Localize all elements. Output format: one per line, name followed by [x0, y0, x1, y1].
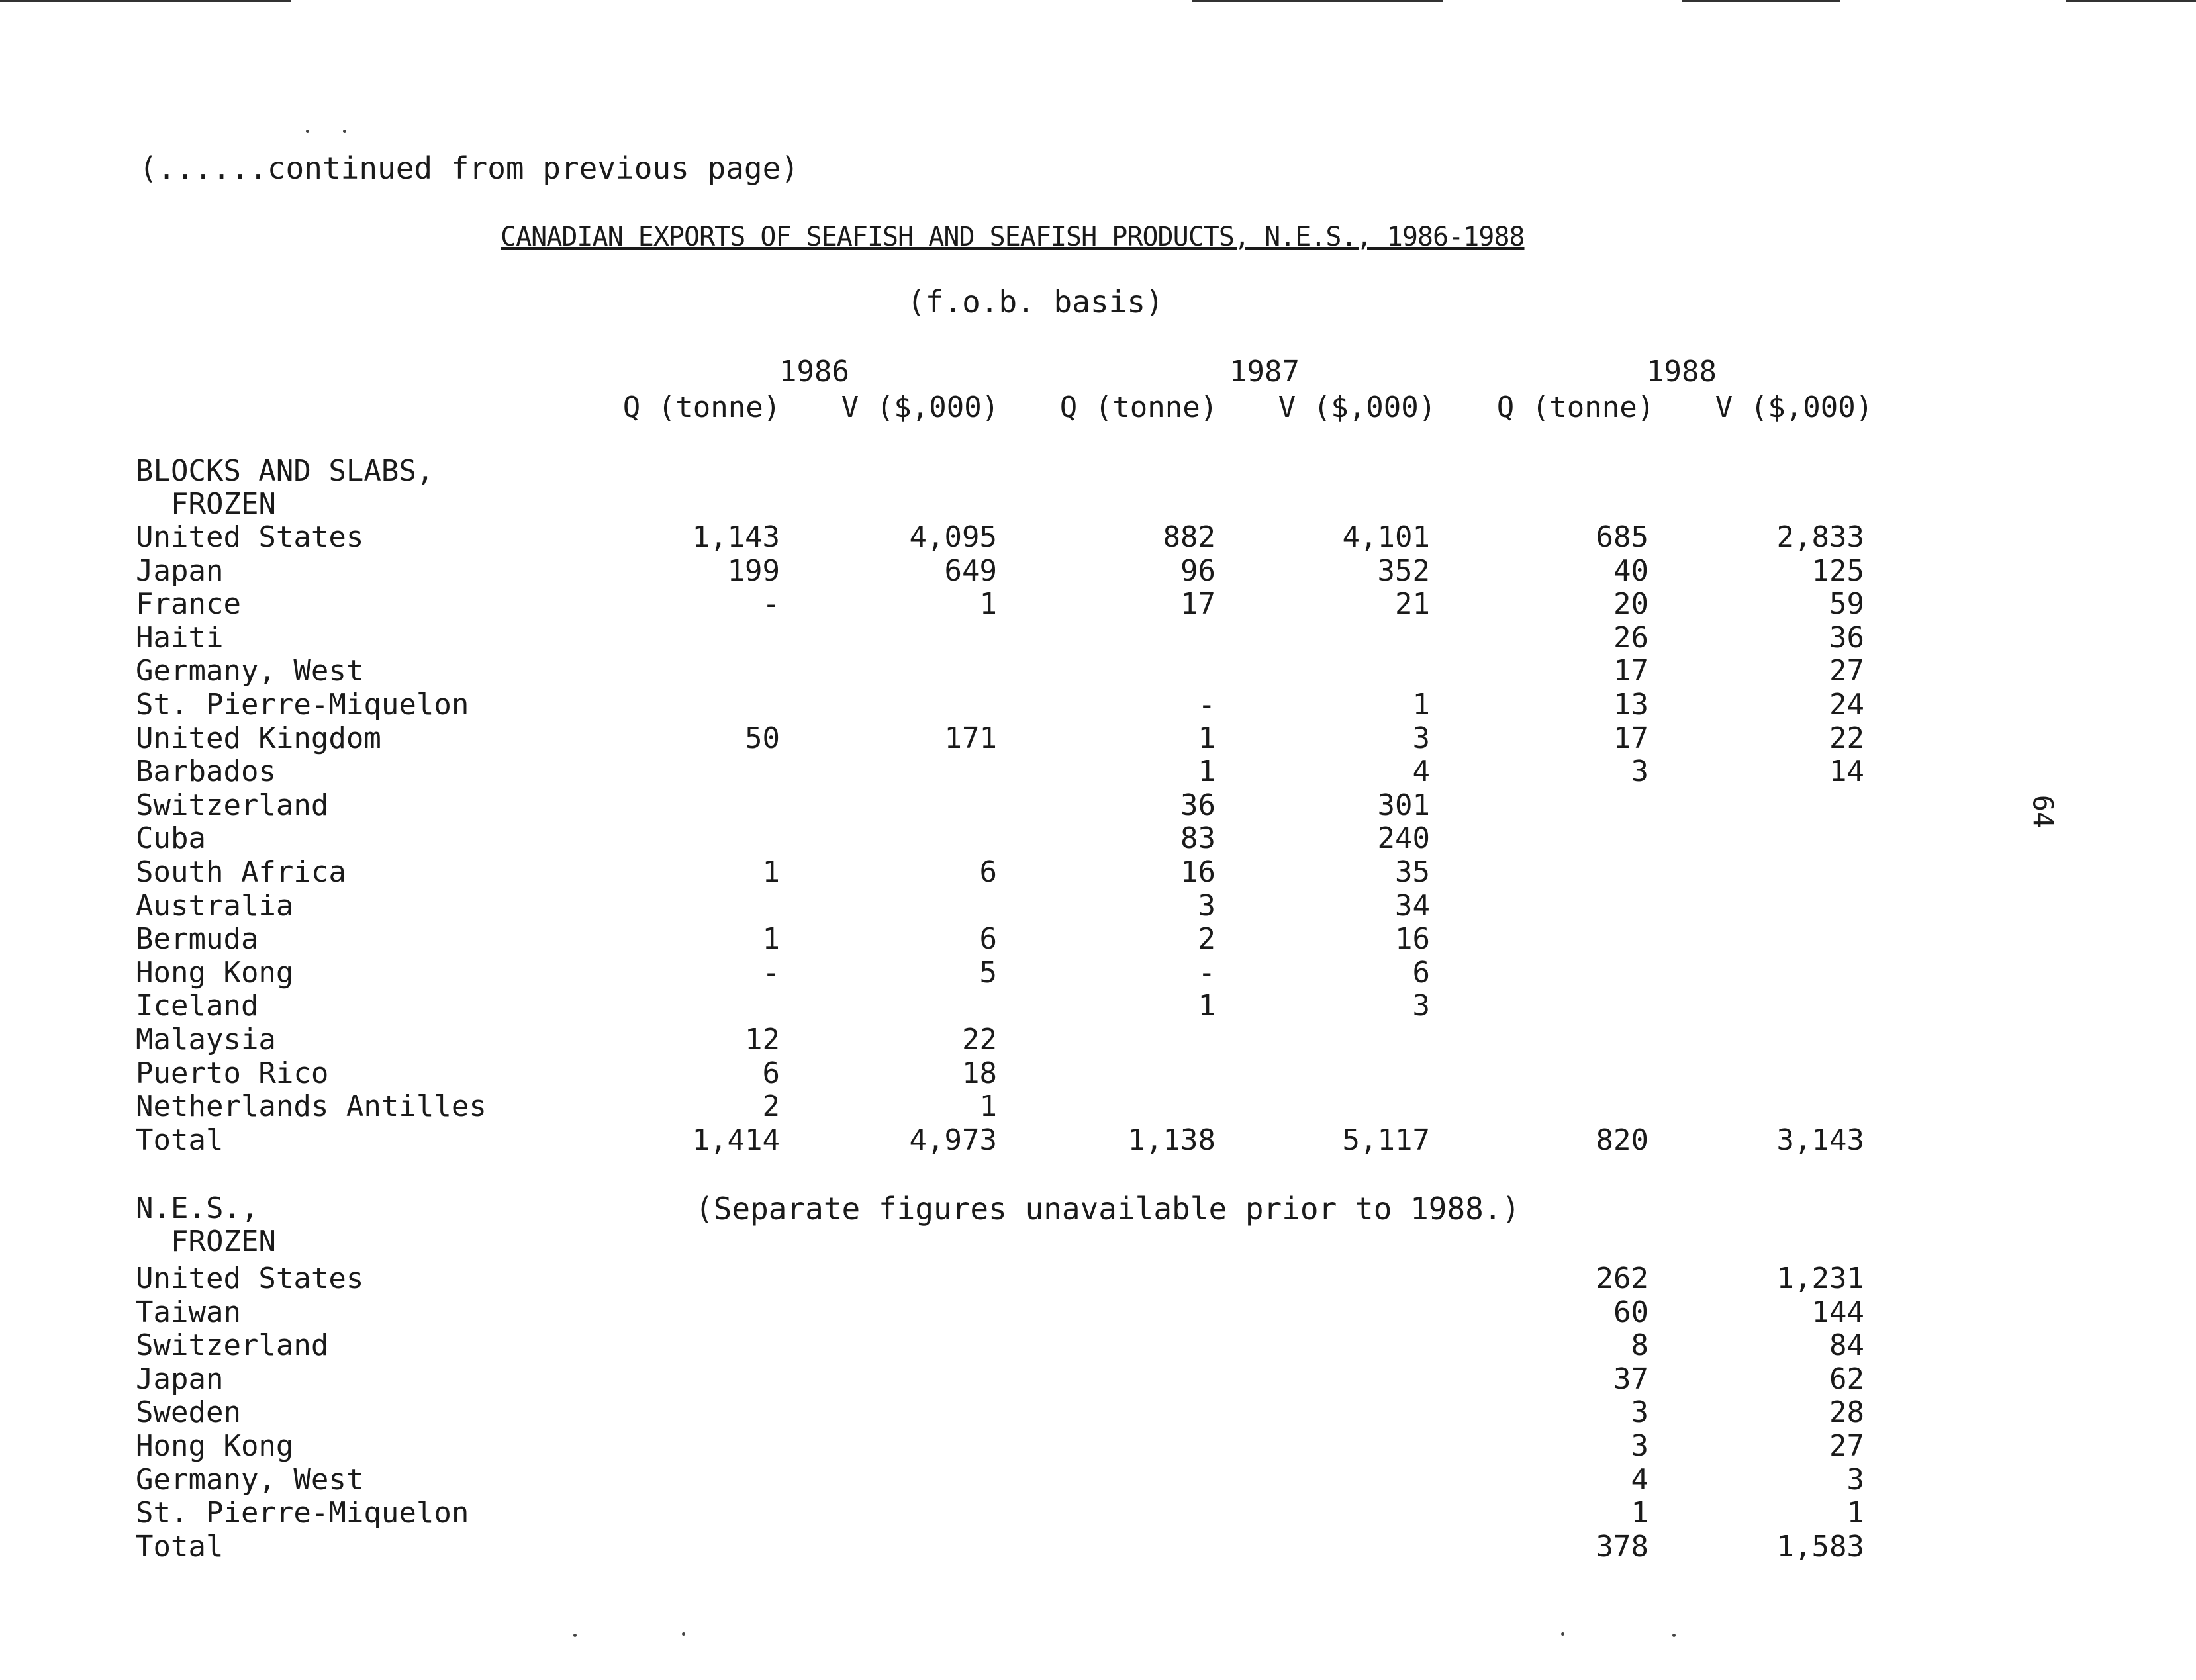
- row-label: St. Pierre-Miquelon: [136, 1496, 469, 1530]
- row-label: Japan: [136, 553, 224, 588]
- table-cell: -: [1198, 955, 1216, 990]
- table-cell: 5,117: [1342, 1123, 1430, 1157]
- row-label: Taiwan: [136, 1295, 241, 1329]
- table-cell: 14: [1829, 755, 1864, 789]
- column-header: Q (tonne): [622, 391, 781, 424]
- table-cell: 820: [1596, 1123, 1648, 1157]
- table-cell: 17: [1613, 721, 1648, 755]
- table-cell: 352: [1377, 553, 1430, 588]
- table-cell: 13: [1613, 688, 1648, 722]
- table-cell: 35: [1395, 855, 1430, 889]
- top-rule: [0, 0, 291, 2]
- table-cell: 83: [1180, 821, 1216, 856]
- row-label: Hong Kong: [136, 955, 294, 990]
- table-cell: 1: [979, 1090, 997, 1124]
- page-number: 64: [2027, 794, 2060, 829]
- table-cell: 4,095: [909, 520, 997, 554]
- column-header: Q (tonne): [1496, 391, 1655, 424]
- table-cell: 2: [762, 1090, 780, 1124]
- row-label: Cuba: [136, 821, 206, 856]
- row-label: Malaysia: [136, 1023, 276, 1056]
- top-rule: [2066, 0, 2196, 2]
- table-cell: 3: [1631, 1429, 1648, 1463]
- table-cell: 28: [1829, 1395, 1864, 1430]
- table-cell: 1,231: [1776, 1262, 1864, 1295]
- section-heading: BLOCKS AND SLABS,: [136, 454, 434, 488]
- row-label: Puerto Rico: [136, 1056, 329, 1090]
- table-cell: 199: [727, 553, 780, 588]
- table-cell: 26: [1613, 620, 1648, 655]
- column-header: Q (tonne): [1059, 391, 1218, 424]
- row-label: Switzerland: [136, 788, 329, 822]
- table-cell: 21: [1395, 587, 1430, 622]
- table-cell: 1: [1846, 1496, 1864, 1530]
- table-cell: 6: [979, 922, 997, 957]
- row-label: France: [136, 587, 241, 622]
- table-cell: 685: [1596, 520, 1648, 554]
- table-cell: 6: [979, 855, 997, 889]
- table-cell: 8: [1631, 1329, 1648, 1363]
- row-label: St. Pierre-Miquelon: [136, 688, 469, 722]
- table-cell: 2,833: [1776, 520, 1864, 554]
- table-cell: 16: [1180, 855, 1216, 889]
- table-cell: 16: [1395, 922, 1430, 957]
- table-cell: 96: [1180, 553, 1216, 588]
- section-heading: N.E.S.,: [136, 1191, 259, 1225]
- table-cell: 62: [1829, 1362, 1864, 1396]
- table-cell: 3: [1631, 1395, 1648, 1430]
- table-cell: 34: [1395, 888, 1430, 923]
- table-cell: 262: [1596, 1262, 1648, 1295]
- table-cell: 240: [1377, 821, 1430, 856]
- table-cell: 144: [1811, 1295, 1864, 1329]
- row-label: Hong Kong: [136, 1429, 294, 1463]
- row-label: Japan: [136, 1362, 224, 1396]
- row-label: South Africa: [136, 855, 346, 889]
- table-cell: 17: [1613, 654, 1648, 688]
- continued-note: (......continued from previous page): [139, 150, 799, 186]
- table-cell: 1: [1631, 1496, 1648, 1530]
- row-label: Sweden: [136, 1395, 241, 1430]
- year-header: 1987: [1229, 355, 1300, 389]
- table-cell: 37: [1613, 1362, 1648, 1396]
- table-cell: 1: [1198, 721, 1216, 755]
- scan-speck: [1561, 1632, 1564, 1636]
- table-cell: 1: [979, 587, 997, 622]
- row-label: Germany, West: [136, 1462, 364, 1497]
- year-header: 1986: [779, 355, 849, 389]
- column-header: V ($,000): [841, 391, 1000, 424]
- table-cell: -: [1198, 688, 1216, 722]
- table-cell: 2: [1198, 922, 1216, 957]
- table-cell: 4: [1631, 1462, 1648, 1497]
- table-cell: 171: [944, 721, 997, 755]
- table-cell: 301: [1377, 788, 1430, 822]
- section-note: (Separate figures unavailable prior to 1988.): [695, 1191, 1521, 1227]
- total-label: Total: [136, 1123, 224, 1157]
- table-cell: 22: [962, 1023, 997, 1056]
- table-cell: 40: [1613, 553, 1648, 588]
- table-cell: 1,143: [692, 520, 780, 554]
- scan-speck: [306, 130, 309, 133]
- scan-speck: [573, 1634, 577, 1637]
- table-cell: 27: [1829, 654, 1864, 688]
- table-cell: 17: [1180, 587, 1216, 622]
- total-label: Total: [136, 1529, 224, 1563]
- table-cell: 22: [1829, 721, 1864, 755]
- table-cell: 1: [1198, 989, 1216, 1023]
- table-cell: 4: [1412, 755, 1430, 789]
- row-label: Switzerland: [136, 1329, 329, 1363]
- table-cell: 24: [1829, 688, 1864, 722]
- page-title: CANADIAN EXPORTS OF SEAFISH AND SEAFISH PRODUCTS, N.E.S., 1986-1988: [501, 222, 1525, 252]
- table-cell: 4,101: [1342, 520, 1430, 554]
- scan-speck: [343, 130, 346, 133]
- table-cell: 36: [1829, 620, 1864, 655]
- year-header: 1988: [1647, 355, 1717, 389]
- table-cell: 125: [1811, 553, 1864, 588]
- table-cell: 1,583: [1776, 1529, 1864, 1563]
- table-cell: -: [762, 587, 780, 622]
- row-label: Haiti: [136, 620, 224, 655]
- page-subtitle: (f.o.b. basis): [907, 284, 1164, 320]
- row-label: Barbados: [136, 755, 276, 789]
- table-cell: 882: [1163, 520, 1216, 554]
- table-cell: 5: [979, 955, 997, 990]
- table-cell: 3: [1846, 1462, 1864, 1497]
- table-cell: 36: [1180, 788, 1216, 822]
- top-rule: [1682, 0, 1840, 2]
- table-cell: 84: [1829, 1329, 1864, 1363]
- table-cell: 3,143: [1776, 1123, 1864, 1157]
- table-cell: 6: [1412, 955, 1430, 990]
- row-label: Germany, West: [136, 654, 364, 688]
- row-label: Australia: [136, 888, 294, 923]
- table-cell: 378: [1596, 1529, 1648, 1563]
- table-cell: 3: [1631, 755, 1648, 789]
- section-heading: FROZEN: [171, 487, 276, 521]
- row-label: United States: [136, 520, 364, 554]
- table-cell: 1: [762, 922, 780, 957]
- table-cell: 3: [1198, 888, 1216, 923]
- table-cell: 1: [1412, 688, 1430, 722]
- top-rule: [1192, 0, 1443, 2]
- scan-speck: [682, 1632, 685, 1636]
- row-label: Netherlands Antilles: [136, 1090, 487, 1124]
- table-cell: 1: [1198, 755, 1216, 789]
- table-cell: 1,138: [1127, 1123, 1216, 1157]
- column-header: V ($,000): [1715, 391, 1874, 424]
- table-cell: 3: [1412, 989, 1430, 1023]
- table-cell: 1: [762, 855, 780, 889]
- row-label: United States: [136, 1262, 364, 1295]
- scan-speck: [1672, 1634, 1676, 1637]
- row-label: United Kingdom: [136, 721, 381, 755]
- table-cell: 6: [762, 1056, 780, 1090]
- table-cell: 59: [1829, 587, 1864, 622]
- table-cell: 27: [1829, 1429, 1864, 1463]
- table-cell: 12: [745, 1023, 780, 1056]
- table-cell: 20: [1613, 587, 1648, 622]
- table-cell: 50: [745, 721, 780, 755]
- column-header: V ($,000): [1278, 391, 1437, 424]
- table-cell: 3: [1412, 721, 1430, 755]
- table-cell: 18: [962, 1056, 997, 1090]
- row-label: Bermuda: [136, 922, 259, 957]
- table-cell: 4,973: [909, 1123, 997, 1157]
- table-cell: 649: [944, 553, 997, 588]
- table-cell: 1,414: [692, 1123, 780, 1157]
- table-cell: 60: [1613, 1295, 1648, 1329]
- row-label: Iceland: [136, 989, 259, 1023]
- section-heading: FROZEN: [171, 1225, 276, 1258]
- table-cell: -: [762, 955, 780, 990]
